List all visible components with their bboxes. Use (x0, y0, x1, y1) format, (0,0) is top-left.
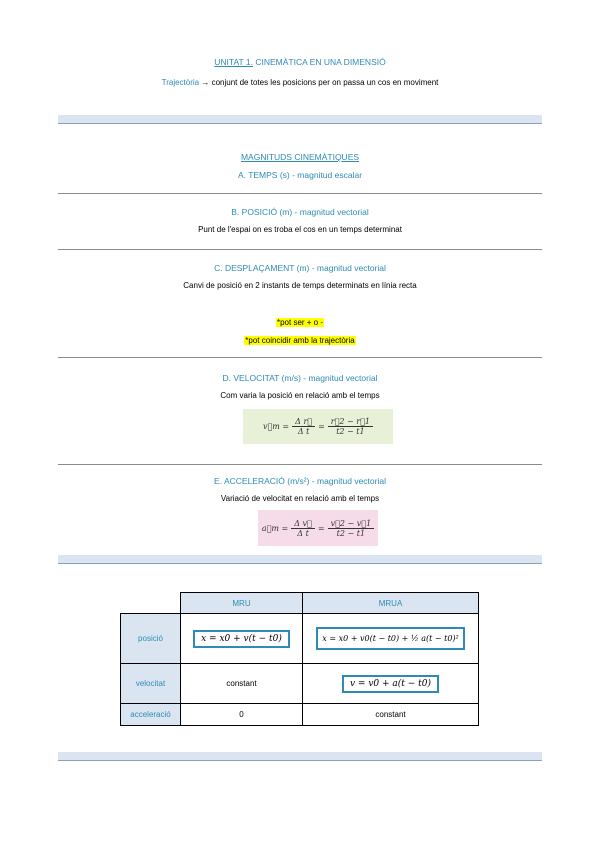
mru-velocity-cell: constant (181, 664, 303, 704)
column-header-mru: MRU (181, 593, 303, 614)
mrua-velocity-equation: v = v0 + a(t − t0) (342, 675, 439, 693)
unit-title-text: CINEMÀTICA EN UNA DIMENSIÓ (253, 57, 386, 67)
magnitude-c-desc: Canvi de posició en 2 instants de temps determinats en línia recta (183, 281, 417, 290)
table-row (121, 704, 479, 726)
row-header-position: posició (121, 614, 181, 664)
magnitude-e-title: E. ACCELERACIÓ (m/s²) - magnitud vectorial (214, 476, 386, 486)
velocity-formula: v⃗m = $\frac{\text{Δ r⃗}}{\text{Δ t}}$ = $\frac{r⃗2 - r⃗1}{t2 - t1}$ (243, 409, 393, 444)
trajectory-def-text: conjunt de totes les posicions per on passa un cos en moviment (211, 78, 439, 87)
magnitude-b-desc: Punt de l'espai on es troba el cos en un temps determinat (198, 225, 402, 234)
motion-summary-table (120, 592, 479, 726)
acceleration-fraction-1: $\frac{\text{Δ v⃗}}{\text{Δ t}}$ (291, 519, 315, 538)
magnitudes-heading: MAGNITUDS CINEMÀTIQUES (240, 152, 360, 162)
magnitude-d-title: D. VELOCITAT (m/s) - magnitud vectorial (222, 373, 378, 383)
unit-label: UNITAT 1. (214, 57, 253, 67)
magnitude-d-desc: Com varia la posició en relació amb el temps (220, 391, 380, 400)
mrua-position-equation: x = x0 + v0(t − t0) + ½ a(t − t0)² (316, 627, 464, 650)
note-sign: *pot ser + o - (276, 318, 324, 327)
divider-line (58, 193, 542, 194)
trajectory-definition (0, 78, 600, 87)
note-trajectory: *pot coincidir amb la trajectòria (245, 336, 355, 345)
unit-title (0, 57, 600, 67)
magnitude-e-desc: Variació de velocitat en relació amb el temps (220, 494, 380, 503)
acceleration-formula: a⃗m = $\frac{\text{Δ v⃗}}{\text{Δ t}}$ = $\frac{v⃗2 - v⃗1}{t2 - t1}$ (258, 510, 378, 546)
magnitude-b-title: B. POSICIÓ (m) - magnitud vectorial (231, 207, 369, 217)
velocity-fraction-1: $\frac{\text{Δ r⃗}}{\text{Δ t}}$ (292, 417, 315, 436)
velocity-lhs: v⃗m = (262, 422, 290, 431)
mru-position-equation: x = x0 + v(t − t0) (193, 630, 290, 648)
velocity-fraction-2: $\frac{r⃗2 - r⃗1}{t2 - t1}$ (328, 417, 373, 436)
table-corner-cell (121, 593, 181, 614)
magnitude-c-title: C. DESPLAÇAMENT (m) - magnitud vectorial (214, 263, 386, 273)
acceleration-fraction-2: $\frac{v⃗2 - v⃗1}{t2 - t1}$ (328, 519, 375, 538)
mrua-acceleration-cell: constant (303, 704, 479, 726)
table-row (121, 664, 479, 704)
divider-line (58, 249, 542, 250)
acceleration-lhs: a⃗m = (261, 523, 289, 533)
row-header-velocity: velocitat (121, 664, 181, 704)
arrow-icon: → (199, 78, 212, 87)
mrua-velocity-cell (303, 664, 479, 704)
section-divider-band (58, 752, 542, 761)
table-row (121, 614, 479, 664)
section-divider-band (58, 115, 542, 124)
table-header-row (121, 593, 479, 614)
magnitude-a-title: A. TEMPS (s) - magnitud escalar (237, 170, 363, 180)
section-divider-band (58, 555, 542, 564)
column-header-mrua: MRUA (303, 593, 479, 614)
divider-line (58, 464, 542, 465)
divider-line (58, 357, 542, 358)
mru-position-cell (181, 614, 303, 664)
mru-acceleration-cell: 0 (181, 704, 303, 726)
trajectory-term: Trajectòria (161, 78, 200, 87)
row-header-acceleration: acceleració (121, 704, 181, 726)
mrua-position-cell (303, 614, 479, 664)
